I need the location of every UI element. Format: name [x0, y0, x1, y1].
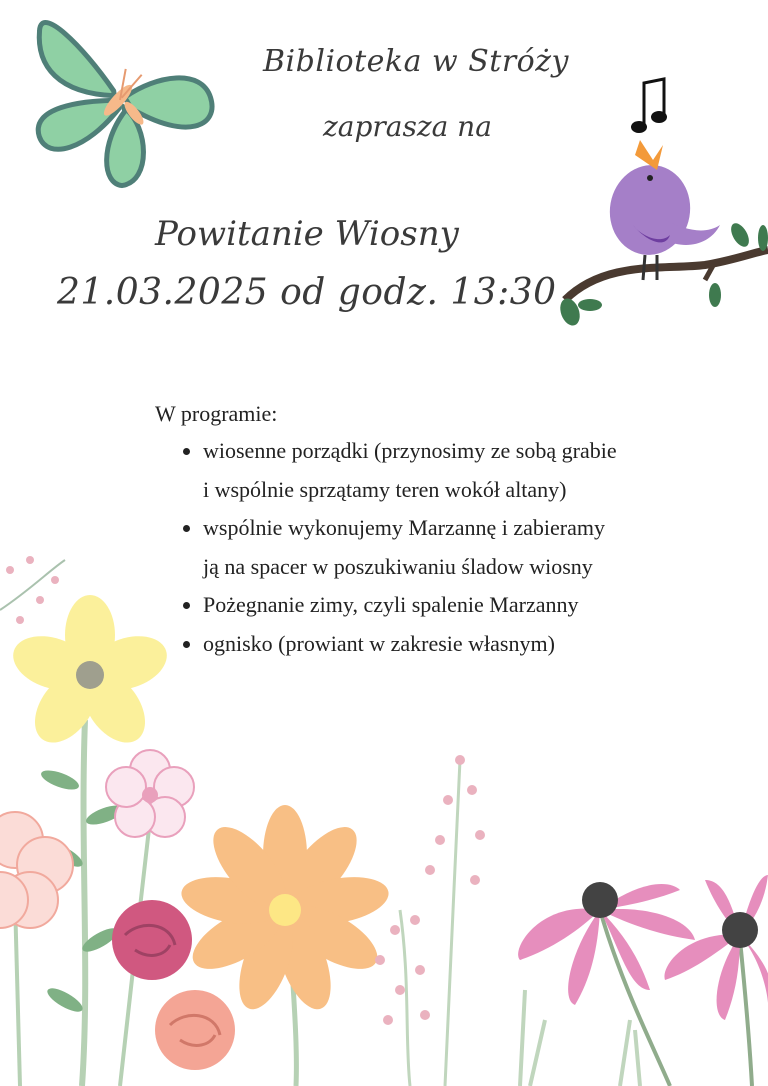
list-item-line: ją na spacer w poszukiwaniu śladow wiosny: [203, 553, 593, 579]
list-item-line: wiosenne porządki (przynosimy ze sobą grabie: [203, 438, 617, 463]
library-name: Biblioteka w Stróży: [263, 44, 569, 79]
list-item: [203, 432, 755, 509]
music-note-icon: [630, 75, 670, 140]
butterfly-icon: [20, 0, 220, 195]
singing-bird-icon: [545, 140, 768, 340]
program-heading: W programie:: [155, 401, 278, 426]
list-item-line: Pożegnanie zimy, czyli spalenie Marzanny: [203, 592, 579, 617]
list-item-line: i wspólnie sprzątamy teren wokół altany): [203, 476, 567, 502]
event-datetime: 21.03.2025 od godz. 13:30: [57, 272, 557, 313]
flower-meadow-illustration: [0, 550, 768, 1086]
list-item-line: ognisko (prowiant w zakresie własnym): [203, 630, 555, 656]
invitation-text: zaprasza na: [323, 110, 492, 143]
event-title: Powitanie Wiosny: [155, 214, 459, 254]
list-item-line: wspólnie wykonujemy Marzannę i zabieramy: [203, 515, 605, 540]
